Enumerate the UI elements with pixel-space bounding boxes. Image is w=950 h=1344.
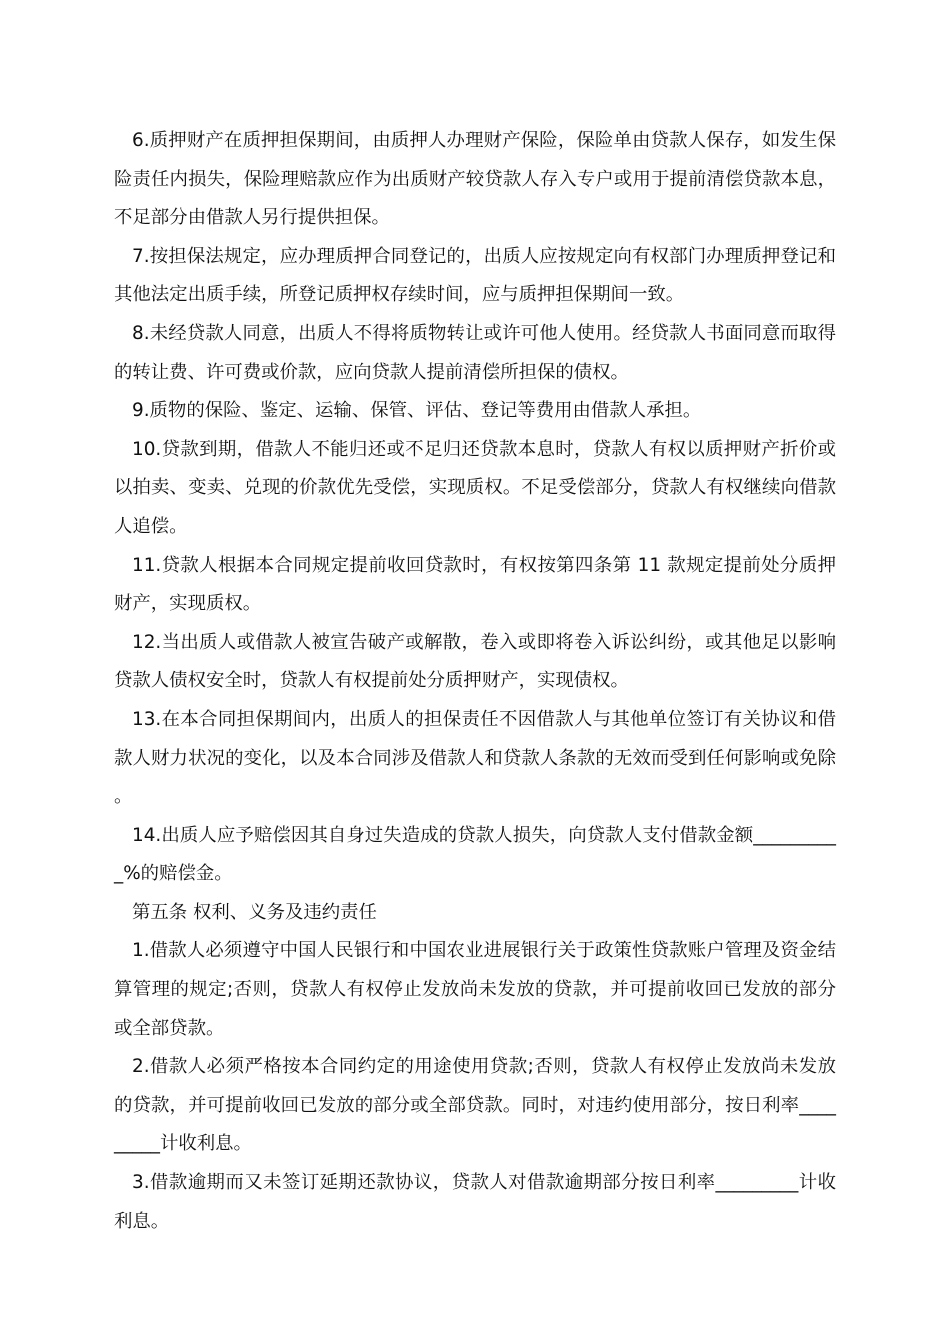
clause-8: 8.未经贷款人同意，出质人不得将质物转让或许可他人使用。经贷款人书面同意而取得的转让费、许可费或价款，应向贷款人提前清偿所担保的债权。 xyxy=(114,322,836,383)
clause-13: 13.在本合同担保期间内，出质人的担保责任不因借款人与其他单位签订有关协议和借款人财力状况的变化，以及本合同涉及借款人和贷款人条款的无效而受到任何影响或免除。 xyxy=(114,708,836,808)
clause-14: 14.出质人应予赔偿因其自身过失造成的贷款人损失，向贷款人支付借款金额__________%的赔偿金。 xyxy=(114,824,836,885)
clause-6: 6.质押财产在质押担保期间，由质押人办理财产保险，保险单由贷款人保存，如发生保险责任内损失，保险理赔款应作为出质财产较贷款人存入专户或用于提前清偿贷款本息，不足部分由借款人另行提供担保。 xyxy=(114,130,836,229)
clause-11: 11.贷款人根据本合同规定提前收回贷款时，有权按第四条第 11 款规定提前处分质押财产，实现质权。 xyxy=(114,554,836,615)
section-clause-2: 2.借款人必须严格按本合同约定的用途使用贷款;否则，贷款人有权停止发放尚未发放的贷款，并可提前收回已发放的部分或全部贷款。同时，对违约使用部分，按日利率_________计收利息。 xyxy=(114,1056,836,1155)
section-clause-3: 3.借款逾期而又未签订延期还款协议，贷款人对借款逾期部分按日利率_________计收利息。 xyxy=(114,1172,836,1232)
document-page xyxy=(114,122,836,1241)
clause-7: 7.按担保法规定，应办理质押合同登记的，出质人应按规定向有权部门办理质押登记和其他法定出质手续，所登记质押权存续时间，应与质押担保期间一致。 xyxy=(114,245,836,306)
section-clause-1: 1.借款人必须遵守中国人民银行和中国农业进展银行关于政策性贷款账户管理及资金结算管理的规定;否则，贷款人有权停止发放尚未发放的贷款，并可提前收回已发放的部分或全部贷款。 xyxy=(114,940,836,1039)
clause-10: 10.贷款到期，借款人不能归还或不足归还贷款本息时，贷款人有权以质押财产折价或以拍卖、变卖、兑现的价款优先受偿，实现质权。不足受偿部分，贷款人有权继续向借款人追偿。 xyxy=(114,438,836,537)
section-heading: 第五条 权利、义务及违约责任 xyxy=(132,901,377,923)
clause-12: 12.当出质人或借款人被宣告破产或解散，卷入或即将卷入诉讼纠纷，或其他足以影响贷款人债权安全时，贷款人有权提前处分质押财产，实现债权。 xyxy=(114,631,836,692)
clause-9: 9.质物的保险、鉴定、运输、保管、评估、登记等费用由借款人承担。 xyxy=(132,400,702,422)
